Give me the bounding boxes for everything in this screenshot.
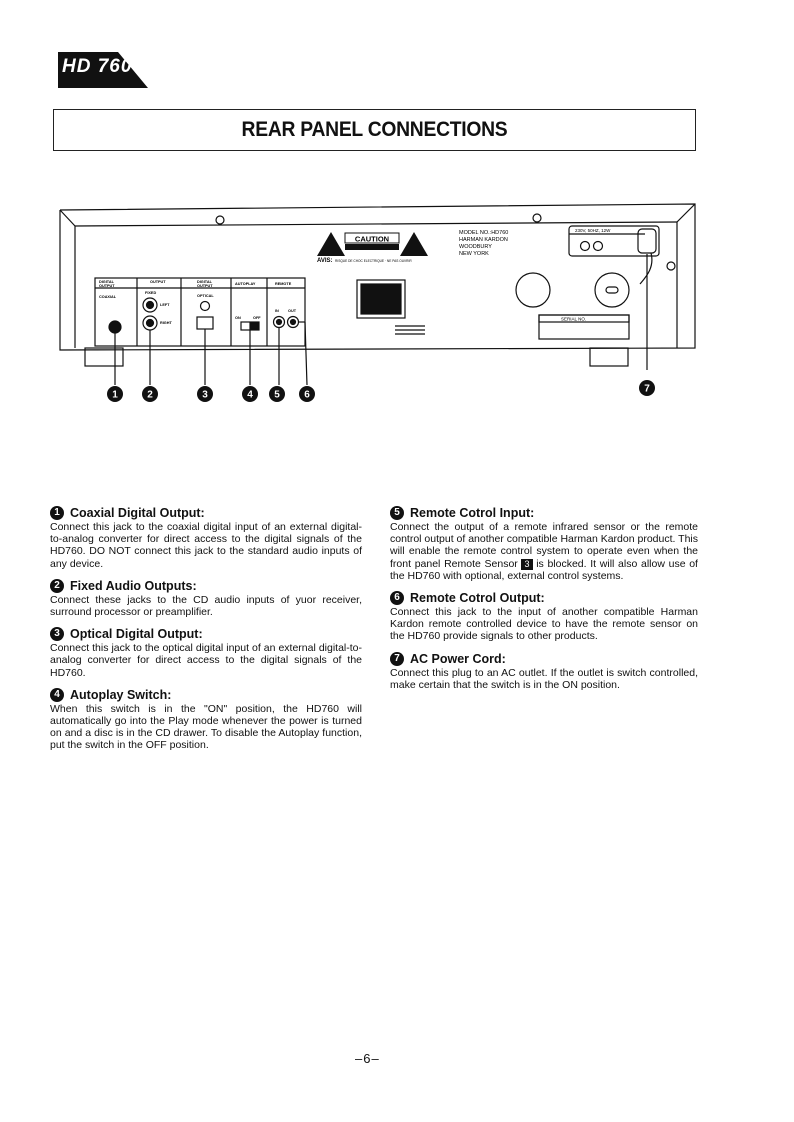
section-number-icon: 4 — [50, 688, 64, 702]
section-body: Connect this jack to the optical digital input of an external digital-to-analog converter for direct access to the digital signals of the HD760. — [50, 642, 362, 679]
section-autoplay-switch — [50, 688, 362, 752]
digital-output-label: OUTPUT — [197, 284, 213, 288]
section-heading — [390, 652, 698, 666]
section-title: Optical Digital Output: — [70, 627, 203, 642]
title-box — [53, 109, 696, 151]
left-label: LEFT — [160, 303, 170, 307]
section-title: AC Power Cord: — [410, 651, 506, 666]
body-text: is blocked. It will also allow use of the HD760 with optional, external control systems. — [390, 557, 698, 582]
section-heading — [390, 591, 698, 605]
right-column — [390, 506, 698, 700]
left-column — [50, 506, 362, 761]
section-number-icon: 1 — [50, 506, 64, 520]
avis-label: AVIS: — [317, 258, 333, 264]
model-info-line: MODEL NO.:HD760 — [459, 230, 509, 236]
on-label: ON — [235, 316, 241, 320]
section-title: Coaxial Digital Output: — [70, 506, 205, 520]
section-number-icon: 7 — [390, 652, 404, 666]
callout-2: 2 — [147, 389, 153, 401]
section-heading — [50, 688, 362, 702]
rear-panel-diagram — [55, 198, 705, 413]
section-title: Autoplay Switch: — [70, 687, 172, 702]
model-label: HD 760 — [62, 56, 133, 77]
power-rating: 230V, 50HZ, 12W — [575, 228, 611, 233]
digital-output-label: DIGITAL — [99, 280, 114, 284]
section-heading — [50, 579, 362, 593]
off-label: OFF — [253, 316, 261, 320]
section-body: Connect these jacks to the CD audio inputs of yuor receiver, surround processor or preamplifier. — [50, 593, 362, 619]
section-coaxial-digital-output — [50, 506, 362, 570]
model-info-line: NEW YORK — [459, 251, 489, 257]
section-optical-digital-output — [50, 627, 362, 679]
section-title: Remote Cotrol Output: — [410, 591, 545, 606]
section-body — [390, 521, 698, 582]
section-ac-power-cord — [390, 652, 698, 691]
autoplay-label: AUTOPLAY — [235, 282, 256, 286]
section-title: Remote Cotrol Input: — [410, 506, 535, 520]
page-number: –6– — [355, 1051, 380, 1066]
output-label: OUTPUT — [150, 280, 166, 284]
model-info-line: WOODBURY — [459, 244, 492, 250]
callout-4: 4 — [247, 389, 253, 401]
section-body: Connect this jack to the input of another compatible Harman Kardon remote controlled device to have the remote sensor on the HD760 provide signals to other products. — [390, 606, 698, 643]
section-number-icon: 3 — [50, 627, 64, 641]
section-title: Fixed Audio Outputs: — [70, 578, 197, 593]
section-fixed-audio-outputs — [50, 579, 362, 618]
callout-6: 6 — [304, 389, 310, 401]
digital-output-label: DIGITAL — [197, 280, 212, 284]
in-label: IN — [275, 309, 279, 313]
optical-label: OPTICAL — [197, 294, 214, 298]
section-heading — [50, 627, 362, 641]
remote-sensor-badge: 3 — [521, 559, 532, 570]
section-remote-control-input — [390, 506, 698, 582]
section-body: Connect this plug to an AC outlet. If the outlet is switch controlled, make certain that the switch is in the ON position. — [390, 666, 698, 691]
section-heading — [50, 506, 362, 520]
section-body: When this switch is in the "ON" position, the HD760 will automatically go into the Play mode whenever the power is turned on and a disc is in the CD drawer. To disable the Autoplay function, put the switch in the OFF position. — [50, 702, 362, 752]
digital-output-label: OUTPUT — [99, 284, 115, 288]
remote-label: REMOTE — [275, 282, 292, 286]
section-heading — [390, 506, 698, 520]
section-remote-control-output — [390, 591, 698, 643]
fixed-label: FIXED — [145, 291, 157, 295]
out-label: OUT — [288, 309, 297, 313]
callout-3: 3 — [202, 389, 208, 401]
model-info-line: HARMAN KARDON — [459, 237, 508, 243]
callout-7: 7 — [644, 383, 650, 395]
section-body: Connect this jack to the coaxial digital input of an external digital-to-analog converter for direct access to the digital signals of the HD760. DO NOT connect this jack to the standard audio inputs of any device. — [50, 521, 362, 570]
caution-label: CAUTION — [354, 234, 390, 244]
page-title: REAR PANEL CONNECTIONS — [241, 118, 508, 141]
right-label: RIGHT — [160, 321, 172, 325]
section-number-icon: 5 — [390, 506, 404, 520]
serial-label: SERIAL NO. — [561, 316, 587, 322]
callout-5: 5 — [274, 389, 280, 401]
body-text: Connect the output of a remote infrared sensor or the remote control output of another compatible Harman Kardon product. This will enable the remote control system to operate even when the front panel Remote Sensor — [390, 521, 698, 570]
section-number-icon: 2 — [50, 579, 64, 593]
coaxial-label: COAXIAL — [99, 295, 117, 299]
section-number-icon: 6 — [390, 591, 404, 605]
avis-text: RISQUE DE CHOC ELECTRIQUE · NE PAS OUVRIR — [335, 259, 412, 263]
callout-1: 1 — [112, 389, 118, 401]
